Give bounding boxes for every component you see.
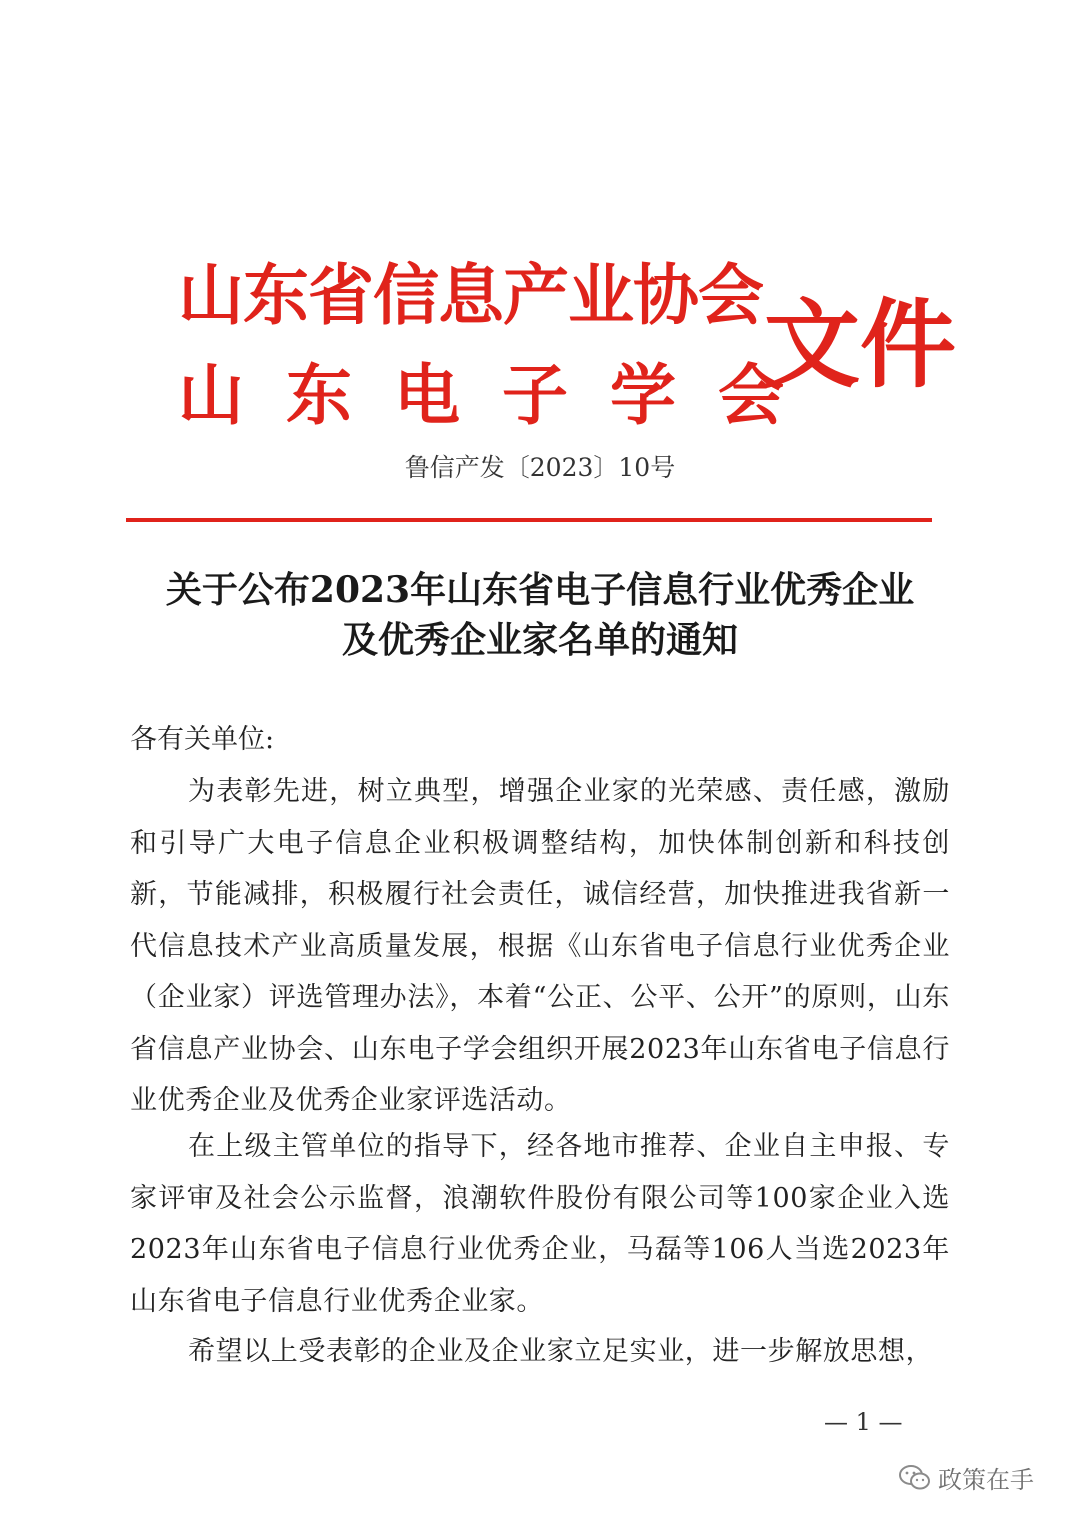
issuer-name-line-1: 山东省信息产业协会	[178, 257, 763, 334]
body-paragraph-1: 为表彰先进，树立典型，增强企业家的光荣感、责任感，激励和引导广大电子信息企业积极调整结构，加快体制创新和科技创新，节能减排，积极履行社会责任，诚信经营，加快推进我省新一代信息技术产业高质量发展，根据《山东省电子信息行业优秀企业（企业家）评选管理办法》，本着“公正、公平、公开”的原则，山东省信息产业协会、山东电子学会组织开展2023年山东省电子信息行业优秀企业及优秀企业家评选活动。	[130, 776, 950, 1116]
watermark-text: 政策在手	[938, 1466, 1034, 1494]
document-title-line-1: 关于公布2023年山东省电子信息行业优秀企业	[165, 569, 915, 611]
document-type-label: 文件	[764, 289, 956, 401]
document-title-line-2: 及优秀企业家名单的通知	[341, 619, 738, 661]
body-paragraph-3: 希望以上受表彰的企业及企业家立足实业，进一步解放思想，	[188, 1336, 934, 1367]
page-number: — 1 —	[824, 1408, 903, 1436]
salutation: 各有关单位:	[130, 724, 275, 755]
body-paragraph-2: 在上级主管单位的指导下，经各地市推荐、企业自主申报、专家评审及社会公示监督，浪潮软件股份有限公司等100家企业入选2023年山东省电子信息行业优秀企业，马磊等106人当选2023年山东省电子信息行业优秀企业家。	[130, 1131, 950, 1317]
issuer-name-line-2: 山东电子学会	[178, 357, 826, 434]
red-divider-line	[126, 518, 932, 522]
wechat-icon	[898, 1463, 932, 1493]
document-number: 鲁信产发〔2023〕10号	[404, 453, 676, 482]
watermark	[898, 1460, 1034, 1495]
